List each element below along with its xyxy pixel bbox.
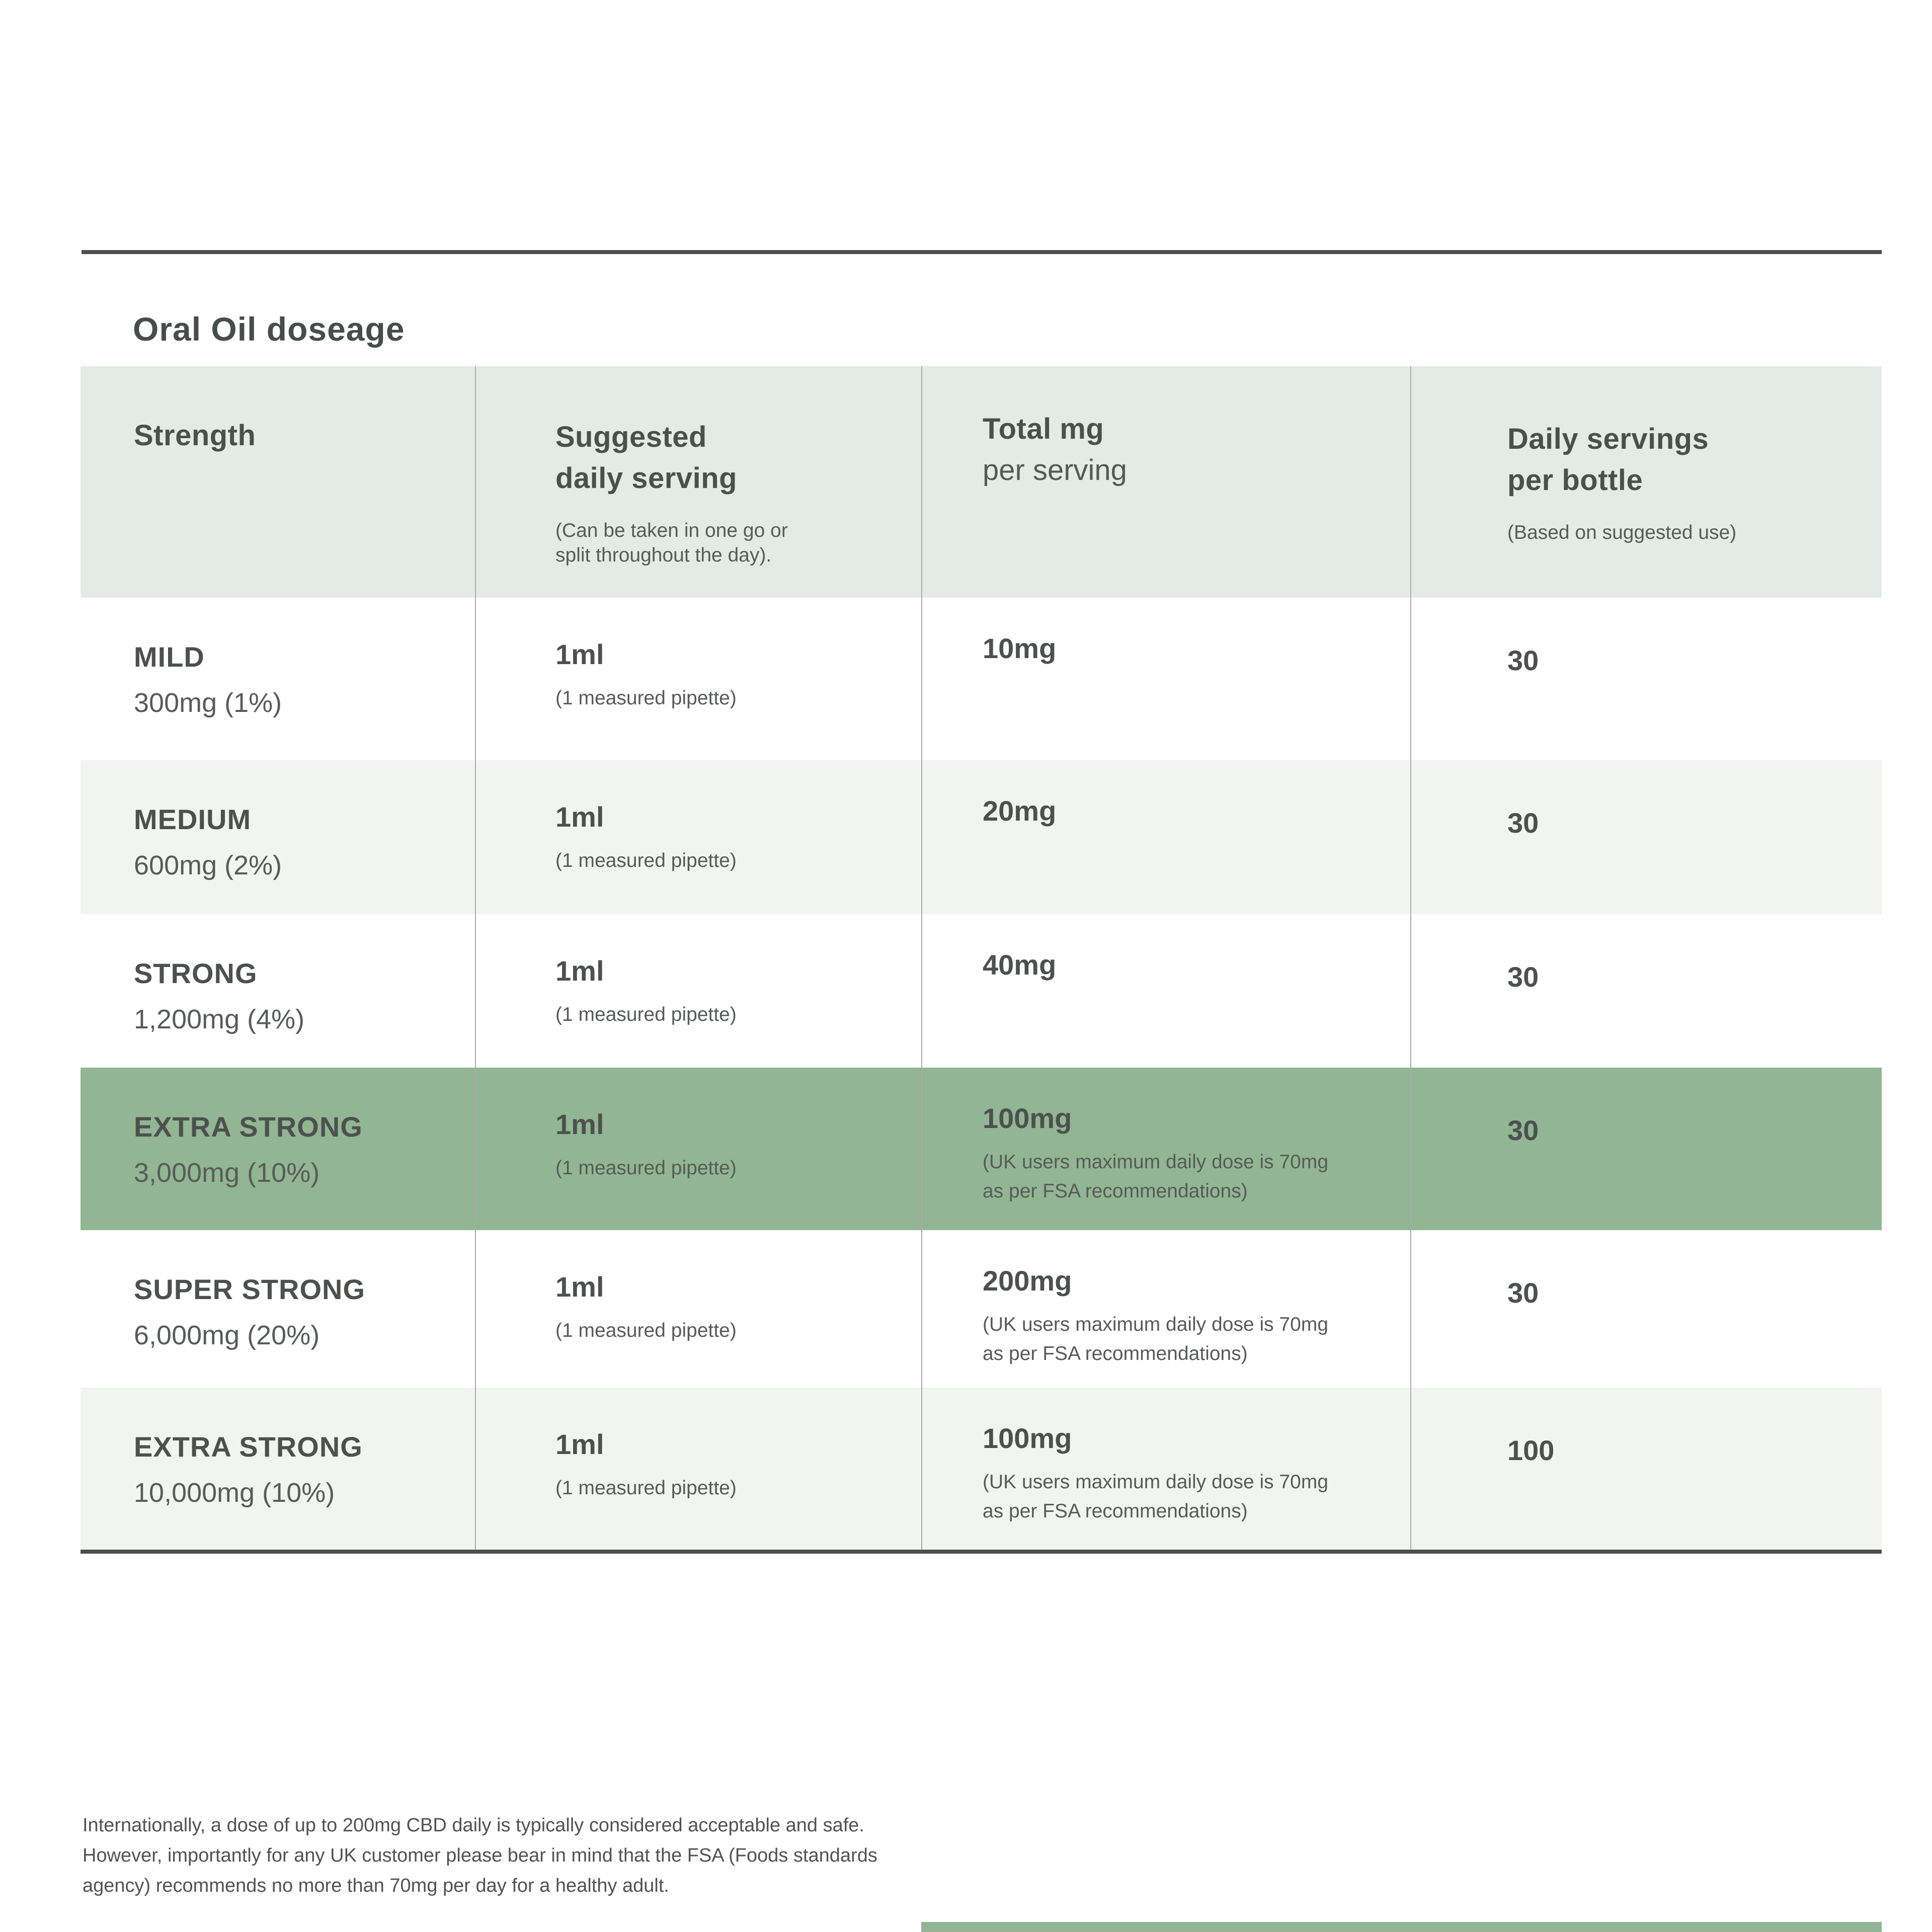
header-daily-servings-line1: Daily servings	[1507, 423, 1709, 455]
total-mg-value: 100mg	[983, 1102, 1072, 1134]
header-daily-servings-note: (Based on suggested use)	[1507, 522, 1737, 543]
header-cell-daily-servings	[1410, 366, 1882, 598]
serving-value: 1ml	[555, 1271, 604, 1303]
serving-value: 1ml	[555, 638, 604, 670]
daily-servings-cell	[1410, 598, 1882, 760]
header-total-mg-subtitle: per serving	[983, 454, 1127, 487]
total-mg-note: (UK users maximum daily dose is 70mg as per FSA recommendations)	[983, 1151, 1329, 1202]
strength-spec: 1,200mg (4%)	[134, 1004, 305, 1034]
strength-spec: 6,000mg (20%)	[134, 1320, 320, 1350]
serving-note: (1 measured pipette)	[555, 1004, 737, 1025]
table-row-extra-strong-highlighted	[80, 1068, 1882, 1230]
header-suggested-line1: Suggested	[555, 421, 707, 453]
total-mg-note: (UK users maximum daily dose is 70mg as per FSA recommendations)	[983, 1314, 1329, 1364]
dosage-table	[80, 366, 1882, 1550]
daily-servings-cell	[1410, 914, 1882, 1068]
strength-cell	[80, 760, 475, 914]
strength-spec: 300mg (1%)	[134, 688, 282, 718]
serving-value: 1ml	[555, 955, 604, 987]
total-mg-value: 40mg	[983, 949, 1057, 981]
serving-value: 1ml	[555, 1108, 604, 1140]
strength-spec: 10,000mg (10%)	[134, 1478, 335, 1508]
strength-name: MEDIUM	[134, 803, 252, 835]
daily-servings-value: 30	[1507, 961, 1539, 993]
total-mg-value: 100mg	[983, 1422, 1072, 1454]
strength-name: STRONG	[134, 957, 258, 989]
table-row-super-strong	[80, 1230, 1882, 1388]
daily-servings-value: 30	[1507, 645, 1539, 676]
daily-servings-value: 30	[1507, 807, 1539, 839]
next-section-partial-strip	[921, 1922, 1882, 1932]
total-mg-value: 200mg	[983, 1265, 1072, 1297]
serving-cell	[475, 914, 921, 1068]
total-mg-value: 10mg	[983, 632, 1057, 664]
table-header-row	[80, 366, 1882, 598]
serving-cell	[475, 1388, 921, 1550]
page-title: Oral Oil doseage	[133, 310, 405, 348]
strength-name: SUPER STRONG	[134, 1273, 366, 1305]
total-mg-cell	[921, 914, 1410, 1068]
total-mg-cell	[921, 1230, 1410, 1388]
disclaimer-line-2: However, importantly for any UK customer please bear in mind that the FSA (Foods standards	[83, 1845, 877, 1866]
total-mg-note: (UK users maximum daily dose is 70mg as per FSA recommendations)	[983, 1471, 1329, 1522]
serving-cell	[475, 1230, 921, 1388]
strength-name: MILD	[134, 641, 205, 673]
daily-servings-cell	[1410, 1068, 1882, 1230]
disclaimer-line-1: Internationally, a dose of up to 200mg CBD daily is typically considered acceptable and safe.	[83, 1815, 864, 1836]
top-divider-rule	[82, 250, 1882, 254]
strength-spec: 600mg (2%)	[134, 850, 282, 880]
serving-cell	[475, 598, 921, 760]
strength-cell	[80, 1388, 475, 1550]
strength-cell	[80, 914, 475, 1068]
table-row-strong	[80, 914, 1882, 1068]
header-suggested-note: (Can be taken in one go or split throughout the day).	[555, 520, 788, 566]
daily-servings-value: 30	[1507, 1277, 1539, 1309]
total-mg-cell	[921, 1068, 1410, 1230]
serving-cell	[475, 760, 921, 914]
header-total-mg-title: Total mg	[983, 413, 1104, 445]
total-mg-cell	[921, 760, 1410, 914]
total-mg-cell	[921, 1388, 1410, 1550]
serving-note: (1 measured pipette)	[555, 1320, 737, 1341]
table-row-medium	[80, 760, 1882, 914]
table-row-mild	[80, 598, 1882, 760]
daily-servings-cell	[1410, 760, 1882, 914]
strength-spec: 3,000mg (10%)	[134, 1158, 320, 1188]
daily-servings-value: 30	[1507, 1114, 1539, 1146]
header-daily-servings-line2: per bottle	[1507, 464, 1643, 497]
strength-cell	[80, 1068, 475, 1230]
total-mg-cell	[921, 598, 1410, 760]
header-cell-suggested-serving	[475, 366, 921, 598]
disclaimer-line-3: agency) recommends no more than 70mg per day for a healthy adult.	[83, 1875, 669, 1896]
table-bottom-rule	[80, 1550, 1882, 1554]
column-divider-2	[921, 366, 922, 1550]
strength-name: EXTRA STRONG	[134, 1431, 363, 1463]
serving-note: (1 measured pipette)	[555, 1157, 737, 1179]
header-cell-total-mg	[921, 366, 1410, 598]
daily-servings-value: 100	[1507, 1434, 1555, 1466]
serving-note: (1 measured pipette)	[555, 850, 737, 871]
disclaimer-text	[83, 1810, 877, 1901]
strength-cell	[80, 1230, 475, 1388]
daily-servings-cell	[1410, 1388, 1882, 1550]
column-divider-1	[475, 366, 476, 1550]
serving-value: 1ml	[555, 801, 604, 833]
table-row-extra-strong-10000	[80, 1388, 1882, 1550]
header-strength-title: Strength	[134, 419, 256, 452]
header-cell-strength	[80, 366, 475, 598]
column-divider-3	[1410, 366, 1411, 1550]
serving-cell	[475, 1068, 921, 1230]
daily-servings-cell	[1410, 1230, 1882, 1388]
strength-cell	[80, 598, 475, 760]
strength-name: EXTRA STRONG	[134, 1111, 363, 1143]
serving-note: (1 measured pipette)	[555, 687, 737, 709]
total-mg-value: 20mg	[983, 795, 1057, 827]
serving-note: (1 measured pipette)	[555, 1477, 737, 1499]
header-suggested-line2: daily serving	[555, 462, 738, 495]
serving-value: 1ml	[555, 1428, 604, 1460]
